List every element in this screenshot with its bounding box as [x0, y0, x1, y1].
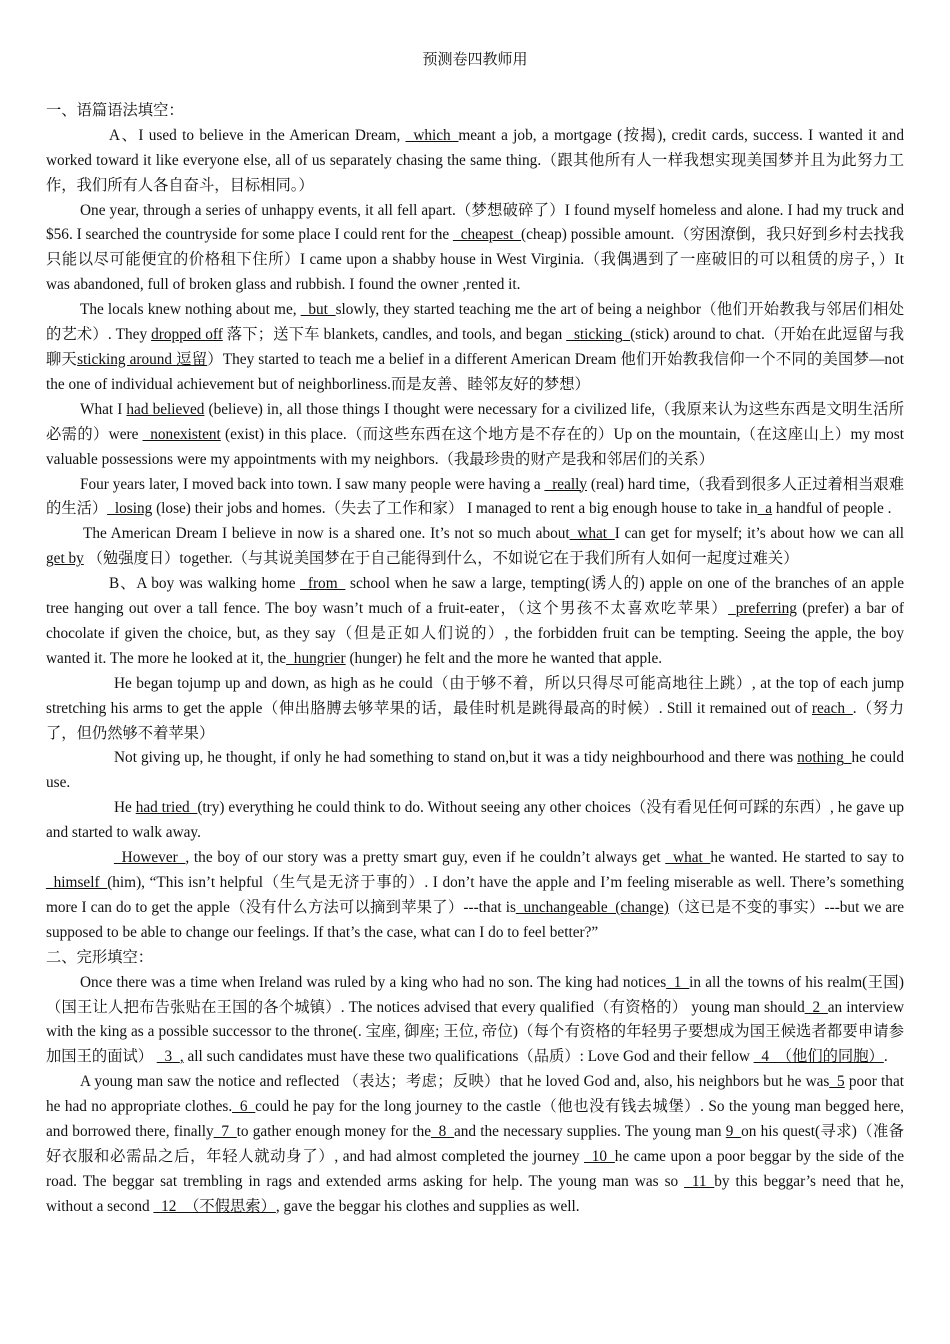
- blank-answer: _cheapest_: [453, 226, 522, 244]
- blank-answer: had believed: [126, 400, 205, 418]
- blank-number: _2_: [804, 998, 828, 1016]
- phrase-note: sticking around 逗留: [77, 350, 208, 368]
- sectionB-paragraph-1: B、A boy was walking home _from_ school when he saw a large, tempting(诱人的) apple on one of the branches of an apple tree hanging out over a tall fence. The boy wasn’t much of a fruit-eater，（这个男孩不太喜欢吃苹果）_preferring (prefer) a bar of chocolate if given the choice, but, as they say（但是正如人们说的）, the forbidden fruit can be tempting. Seeing the apple, the boy wanted it. The more he looked at it, the_hungrier (hunger) he felt and the more he wanted that apple.: [46, 575, 904, 667]
- phrase-note: dropped off: [151, 326, 223, 344]
- blank-answer: _losing: [107, 500, 153, 518]
- blank-answer: _himself_: [46, 874, 108, 891]
- section1-heading: 一、语篇语法填空：: [46, 101, 184, 119]
- blank-number: 9_: [725, 1123, 742, 1141]
- blank-answer: _sticking_: [566, 326, 631, 344]
- section2-heading: 二、完形填空：: [46, 948, 154, 966]
- blank-answer: _unchangeable_(change): [515, 898, 669, 916]
- blank-number: _3_,: [156, 1048, 184, 1066]
- section1-paragraph-3: The locals knew nothing about me, _but_slowly, they started teaching me the art of being a neighbor（他们开始教我与邻居们相处的艺术）. They dropped off 落下；送下车 blankets, candles, and tools, and began _sticking_(stick) around to chat.（开始在此逗留与我聊天sticking around 逗留）They started to teach me a belief in a different American Dream 他们开始教我信仰一个不同的美国梦—not the one of individual achievement but of neighborliness.而是友善、睦邻友好的梦想）: [46, 301, 905, 393]
- blank-answer: _what_: [665, 849, 711, 867]
- blank-number: _4_（他们的同胞）: [753, 1048, 884, 1066]
- blank-answer: _which_: [405, 126, 459, 144]
- blank-answer: _However_: [114, 849, 186, 867]
- section1-paragraph-4: What I had believed (believe) in, all those things I thought were necessary for a civilized life,（我原来认为这些东西是文明生活所必需的）were _nonexistent (exist) in this place.（而这些东西在这个地方是不存在的）Up on the mountain,（在这座山上）my most valuable possessions were my appointments with my neighbors.（我最珍贵的财产是我和邻居们的关系）: [46, 400, 905, 468]
- blank-number: _11_: [684, 1172, 715, 1190]
- blank-answer: _hungrier: [286, 649, 346, 667]
- sectionB-paragraph-2: He began tojump up and down, as high as he could（由于够不着，所以只得尽可能高地往上跳）, at the top of each jump stretching his arms to get the apple（伸出胳膊去够苹果的话，最佳时机是跳得最高的时候）. Still it remained out of reach_.（努力了，但仍然够不着苹果）: [46, 674, 905, 742]
- blank-answer: reach_: [811, 699, 853, 717]
- blank-number: _10_: [584, 1147, 615, 1165]
- blank-answer: _preferring: [728, 600, 797, 618]
- section1-paragraph-1: A、I used to believe in the American Dream, _which_meant a job, a mortgage (按揭), credit cards, success. I wanted it and worked toward it like everyone else, all of us separately chasing the same thing.（跟其他所有人一样我想实现美国梦并且为此努力工作，我们所有人各自奋斗，目标相同。）: [46, 126, 904, 194]
- blank-answer: _a: [757, 500, 773, 518]
- blank-answer: _from_: [300, 575, 346, 593]
- blank-number: _6_: [232, 1098, 256, 1116]
- sectionB-paragraph-4: He had tried_(try) everything he could think to do. Without seeing any other choices（没有看见任何可踩的东西）, he gave up and started to walk away.: [46, 799, 904, 842]
- section1-paragraph-6: The American Dream I believe in now is a shared one. It’s not so much about_what_I can get for myself; it’s about how we can all get by （勉强度日）together.（与其说美国梦在于自己能得到什么，不如说它在于我们所有人如何一起度过难关）: [46, 525, 905, 568]
- blank-answer: _but_: [300, 301, 336, 319]
- sectionB-paragraph-3: Not giving up, he thought, if only he had something to stand on,but it was a tidy neighbourhood and there was nothing_he could use.: [46, 749, 904, 792]
- section1-paragraph-5: Four years later, I moved back into town. I saw many people were having a _really (real) hard time,（我看到很多人正过着相当艰难的生活）_losing (lose) their jobs and homes.（失去了工作和家） I managed to rent a big enough house to take in_a handful of people .: [46, 475, 904, 518]
- blank-number: _7_: [213, 1123, 237, 1141]
- blank-number: _8_: [431, 1123, 454, 1141]
- section1-paragraph-2: One year, through a series of unhappy events, it all fell apart.（梦想破碎了）I found myself homeless and alone. I had my truck and $56. I searched the countryside for some place I could rent for the _cheapest_(cheap) possible amount.（穷困潦倒，我只好到乡村去找我只能以尽可能便宜的价格租下住所）I came upon a shabby house in West Virginia.（我偶遇到了一座破旧的可以租赁的房子，）It was abandoned, full of broken glass and rubbish. I found the owner ,rented it.: [46, 201, 904, 294]
- blank-number: _12_（不假思索）: [153, 1197, 276, 1215]
- blank-answer: _what_: [569, 525, 615, 543]
- section2-paragraph-1: Once there was a time when Ireland was ruled by a king who had no son. The king had notices_1_in all the towns of his realm(王国)（国王让人把布告张贴在王国的各个城镇）. The notices advised that every qualified（有资格的） young man should_2_an interview with the king as a possible successor to the throne(. 宝座, 御座; 王位, 帝位)（每个有资格的年轻男子要想成为国王候选者都要申请参加国王的面试） _3_, all such candidates must have these two qualifications（品质）: Love God and their fellow _4_（他们的同胞）.: [46, 973, 904, 1066]
- blank-answer: nothing_: [797, 749, 852, 767]
- blank-number: _5: [829, 1073, 845, 1091]
- page-title: 预测卷四教师用: [422, 52, 528, 68]
- section2-paragraph-2: A young man saw the notice and reflected （表达；考虑；反映）that he loved God and, also, his neighbors but he was_5 poor that he had no appropriate clothes._6_could he pay for the long journey to the castle（他也没有钱去城堡）. So the young man begged here, and borrowed there, finally_7_to gather enough money for the_8_and the necessary supplies. The young man 9_on his quest(寻求)（准备好衣服和必需品之后，年轻人就动身了）, and had almost completed the journey _10_he came upon a poor beggar by the side of the road. The beggar sat trembling in rags and extended arms asking for help. The young man was so _11_by this beggar’s need that he, without a second _12_（不假思索）, gave the beggar his clothes and supplies as well.: [46, 1073, 904, 1215]
- blank-answer: _really: [544, 475, 588, 493]
- phrase-note: get by: [46, 550, 84, 568]
- sectionB-paragraph-5: _However_, the boy of our story was a pretty smart guy, even if he couldn’t always get _what_he wanted. He started to say to _himself_(him), “This isn’t helpful（生气是无济于事的）. I don’t have the apple and I’m feeling miserable as well. There’s something more I can do to get the apple（没有什么方法可以摘到苹果了）---that is_unchangeable_(change)（这已是不变的事实）---but we are supposed to be able to change our feelings. If that’s the case, what can I do to feel better?”: [46, 849, 904, 941]
- blank-number: _1_: [666, 973, 690, 991]
- blank-answer: had tried_: [135, 799, 198, 817]
- blank-answer: _nonexistent: [142, 425, 221, 443]
